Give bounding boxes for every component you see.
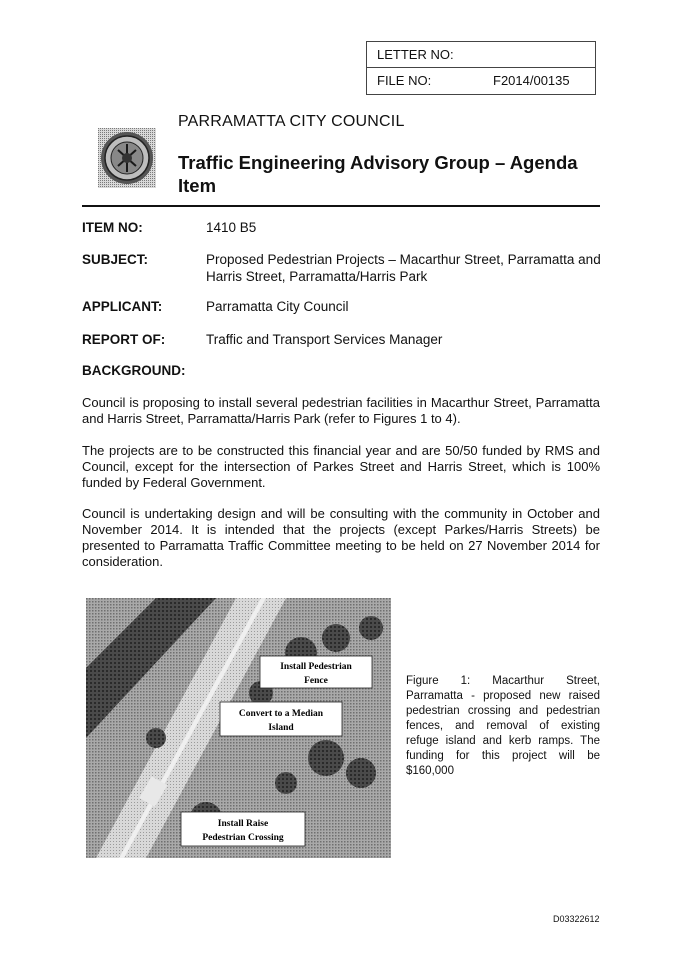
file-no-row [367,67,595,93]
figure-1-caption: Figure 1: Macarthur Street, Parramatta - proposed new raised pedestrian crossing and pedestrian fences, and removal of existing refuge island and kerb ramps. The funding for this project will be $160,000 [406,675,600,777]
background-heading: BACKGROUND: [82,363,186,378]
crossing-label-line-2: Pedestrian Crossing [202,833,284,843]
item-no-value: 1410 B5 [206,220,257,235]
median-annotation [220,702,342,736]
subject-label: SUBJECT: [82,252,149,267]
fence-annotation [260,656,372,688]
document-id: D03322612 [553,914,600,924]
subject-value: Proposed Pedestrian Projects – Macarthur Street, Parramatta and Harris Street, Parramatta/Harris Park [206,252,601,284]
figure-1-aerial-photo [86,598,391,858]
council-name: PARRAMATTA CITY COUNCIL [178,113,405,130]
letter-no-label: LETTER NO: [377,47,454,62]
fence-label-line-2: Fence [304,676,328,686]
report-of-value: Traffic and Transport Services Manager [206,332,443,347]
reference-box [366,41,596,95]
crossing-label-line-1: Install Raise [217,819,269,829]
crossing-annotation [181,812,305,846]
median-label-line-1: Convert to a Median [238,709,324,719]
applicant-label: APPLICANT: [82,299,163,314]
item-no-label: ITEM NO: [82,220,143,235]
background-paragraph: Council is undertaking design and will be consulting with the community in October and November 2014. It is intended that the projects (except Parkes/Harris Streets) be presented to Parramatta Traffic Committee meeting to be held on 27 November 2014 for consideration. [82,506,600,569]
council-seal-logo [98,128,156,188]
background-paragraph: Council is proposing to install several pedestrian facilities in Macarthur Street, Parramatta and Harris Street, Parramatta/Harris Park (refer to Figures 1 to 4). [82,395,600,426]
median-label-line-2: Island [268,723,294,733]
report-of-label: REPORT OF: [82,332,166,347]
page-title: Traffic Engineering Advisory Group – Agenda Item [178,152,578,196]
applicant-value: Parramatta City Council [206,299,349,314]
file-no-label: FILE NO: [377,73,432,88]
letter-no-row [367,42,595,67]
file-no-value: F2014/00135 [493,73,570,88]
background-paragraph: The projects are to be constructed this financial year and are 50/50 funded by RMS and Council, except for the intersection of Parkes Street and Harris Street, which is 100% funded by Federal Government. [82,443,600,490]
fence-label-line-1: Install Pedestrian [280,662,352,672]
header-divider [82,205,600,207]
